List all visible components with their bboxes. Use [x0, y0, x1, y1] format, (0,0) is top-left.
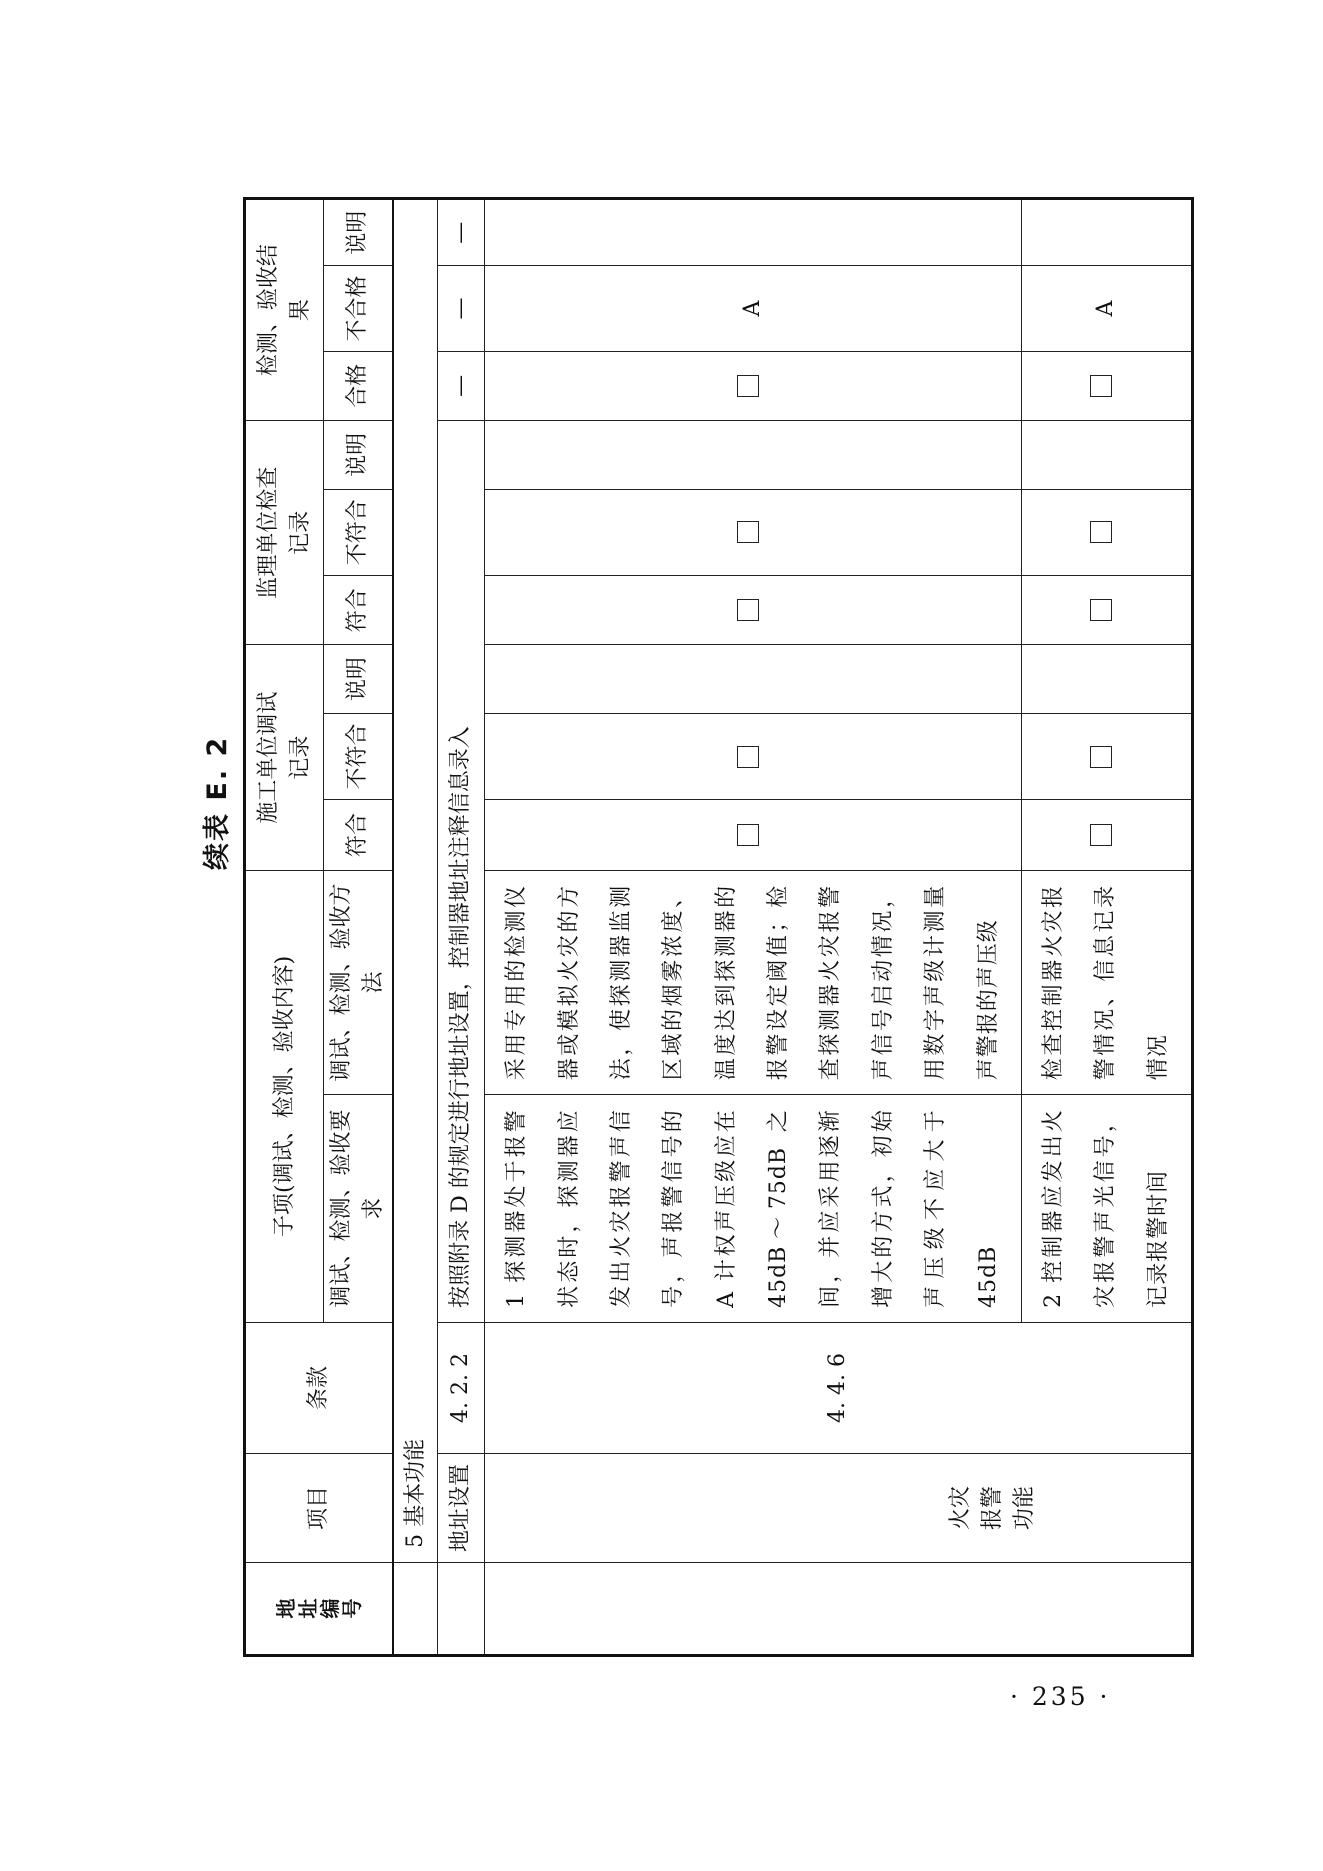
address-fail: —: [438, 266, 485, 351]
fire-fail-2: A: [1021, 266, 1192, 351]
address-content: 按照附录 D 的规定进行地址设置，控制器地址注释信息录入: [438, 421, 485, 1323]
checkbox[interactable]: [737, 521, 759, 543]
section-address-cell: [393, 1562, 438, 1655]
fire-c-conform-1[interactable]: [485, 800, 1022, 871]
checkbox[interactable]: [737, 375, 759, 397]
page-title: 续表 E. 2: [202, 735, 233, 870]
fire-method-2: 检查控制器火灾报警情况、信息记录情况: [1021, 870, 1192, 1094]
checkbox[interactable]: [1090, 746, 1112, 768]
header-s-note: 说明: [324, 421, 393, 489]
header-requirement: 调试、检测、验收要求: [324, 1095, 393, 1323]
address-pass: —: [438, 351, 485, 421]
fire-c-conform-2[interactable]: [1021, 800, 1192, 871]
fire-s-conform-2[interactable]: [1021, 575, 1192, 645]
header-s-nonconform: 不符合: [324, 489, 393, 575]
inspection-table: [243, 197, 1194, 1657]
fire-r-note-2[interactable]: [1021, 199, 1192, 266]
checkbox[interactable]: [1090, 375, 1112, 397]
header-c-nonconform: 不符合: [324, 713, 393, 799]
header-c-conform: 符合: [324, 800, 393, 871]
checkbox[interactable]: [1090, 824, 1112, 846]
checkbox[interactable]: [737, 746, 759, 768]
fire-address-no: [485, 1562, 1193, 1655]
fire-s-nonconform-2[interactable]: [1021, 489, 1192, 575]
header-contractor: 施工单位调试记录: [245, 645, 324, 870]
header-c-note: 说明: [324, 645, 393, 713]
address-clause: 4. 2. 2: [438, 1322, 485, 1453]
fire-r-note-1[interactable]: [485, 199, 1022, 266]
rotated-table-container: [243, 197, 1171, 1657]
header-item: 项目: [245, 1454, 393, 1563]
fire-clause: 4. 4. 6: [485, 1322, 1193, 1453]
header-fail: 不合格: [324, 266, 393, 351]
fire-pass-1[interactable]: [485, 351, 1022, 421]
fire-requirement-1: 1 探测器处于报警状态时，探测器应发出火灾报警声信号，声报警信号的 A 计权声压级应在 45dB～75dB 之间，并应采用逐渐增大的方式，初始声压级不应大于 45dB: [485, 1095, 1022, 1323]
fire-s-note-2[interactable]: [1021, 421, 1192, 489]
checkbox[interactable]: [1090, 599, 1112, 621]
fire-s-note-1[interactable]: [485, 421, 1022, 489]
header-sub-item: 子项(调试、检测、验收内容): [245, 870, 324, 1322]
checkbox[interactable]: [737, 599, 759, 621]
header-method: 调试、检测、验收方法: [324, 870, 393, 1094]
fire-c-note-2[interactable]: [1021, 645, 1192, 713]
fire-pass-2[interactable]: [1021, 351, 1192, 421]
fire-requirement-2: 2 控制器应发出火灾报警声光信号，记录报警时间: [1021, 1095, 1192, 1323]
page-number: · 235 ·: [1010, 1682, 1111, 1711]
header-address-no: 地址编号: [245, 1562, 393, 1655]
fire-method-1: 采用专用的检测仪器或模拟火灾的方法，使探测器监测区域的烟雾浓度、温度达到探测器的报警设定阈值；检查探测器火灾报警声信号启动情况，用数字声级计测量声警报的声压级: [485, 870, 1022, 1094]
fire-s-conform-1[interactable]: [485, 575, 1022, 645]
address-no-cell: [438, 1562, 485, 1655]
address-note: —: [438, 199, 485, 266]
fire-c-nonconform-2[interactable]: [1021, 713, 1192, 799]
fire-s-nonconform-1[interactable]: [485, 489, 1022, 575]
header-r-note: 说明: [324, 199, 393, 266]
checkbox[interactable]: [737, 824, 759, 846]
fire-fail-1: A: [485, 266, 1022, 351]
address-item: 地址设置: [438, 1454, 485, 1563]
fire-item: 火灾报警功能: [485, 1454, 1193, 1563]
fire-c-nonconform-1[interactable]: [485, 713, 1022, 799]
fire-c-note-1[interactable]: [485, 645, 1022, 713]
header-result: 检测、验收结果: [245, 199, 324, 421]
header-s-conform: 符合: [324, 575, 393, 645]
header-supervisor: 监理单位检查记录: [245, 421, 324, 645]
section-title: 5 基本功能: [393, 199, 438, 1563]
header-pass: 合格: [324, 351, 393, 421]
checkbox[interactable]: [1090, 521, 1112, 543]
header-clause: 条款: [245, 1322, 393, 1453]
